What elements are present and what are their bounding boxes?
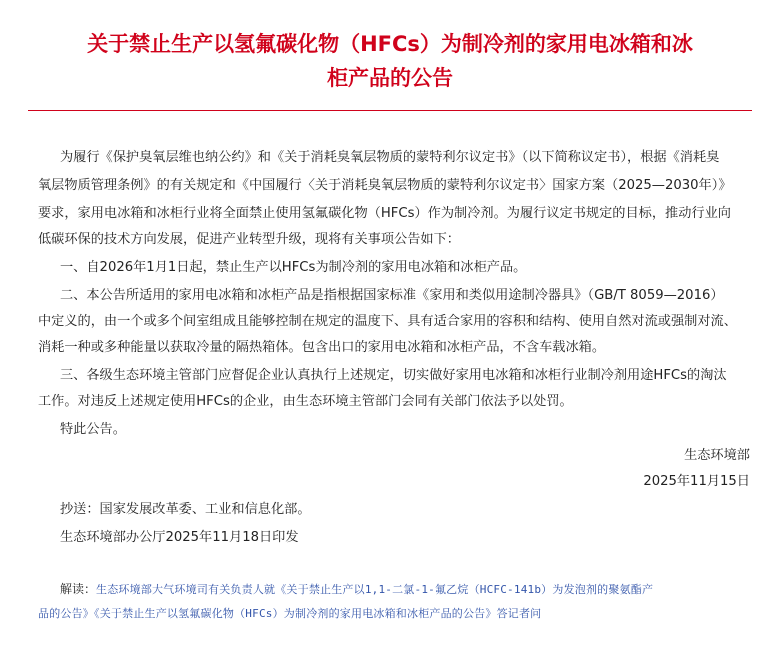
interpretation-link[interactable]: 生态环境部大气环境司有关负责人就《关于禁止生产以1,1-二氯-1-氟乙烷（HCFC-141b）为发泡剂的聚氨酯产 <box>96 583 654 596</box>
cc-line: 抄送：国家发展改革委、工业和信息化部。 <box>60 502 311 517</box>
item-2-line-3: 消耗一种或多种能量以获取冷量的隔热箱体。包含出口的家用电冰箱和冰柜产品，不含车载冰箱。 <box>38 340 606 355</box>
interpretation-label: 解读： <box>60 582 97 596</box>
item-2-line-1: 二、本公告所适用的家用电冰箱和冰柜产品是指根据国家标准《家用和类似用途制冷器具》（GB/T 8059—2016） <box>60 288 724 303</box>
printed-line: 生态环境部办公厅2025年11月18日印发 <box>60 530 299 545</box>
interpretation-link-continued[interactable]: 品的公告》《关于禁止生产以氢氟碳化物（HFCs）为制冷剂的家用电冰箱和冰柜产品的公告》答记者问 <box>38 607 542 620</box>
interpretation-line-1 <box>60 578 760 601</box>
title-divider <box>28 110 752 111</box>
item-3-line-1: 三、各级生态环境主管部门应督促企业认真执行上述规定，切实做好家用电冰箱和冰柜行业制冷剂用途HFCs的淘汰 <box>60 368 727 383</box>
notice-title-line-1: 关于禁止生产以氢氟碳化物（HFCs）为制冷剂的家用电冰箱和冰 <box>87 32 693 56</box>
item-2-line-2: 中定义的，由一个或多个间室组成且能够控制在规定的温度下、具有适合家用的容积和结构、使用自然对流或强制对流、 <box>38 314 737 329</box>
notice-title-line-2: 柜产品的公告 <box>327 66 453 90</box>
intro-line-1: 为履行《保护臭氧层维也纳公约》和《关于消耗臭氧层物质的蒙特利尔议定书》（以下简称议定书），根据《消耗臭 <box>60 150 720 165</box>
signature-org: 生态环境部 <box>684 448 750 463</box>
item-3-line-2: 工作。对违反上述规定使用HFCs的企业，由生态环境主管部门会同有关部门依法予以处罚。 <box>38 394 573 409</box>
signature-date: 2025年11月15日 <box>643 474 750 489</box>
intro-line-4: 低碳环保的技术方向发展，促进产业转型升级，现将有关事项公告如下： <box>38 232 460 247</box>
intro-line-3: 要求，家用电冰箱和冰柜行业将全面禁止使用氢氟碳化物（HFCs）作为制冷剂。为履行议定书规定的目标，推动行业向 <box>38 206 731 221</box>
intro-line-2: 氧层物质管理条例》的有关规定和《中国履行〈关于消耗臭氧层物质的蒙特利尔议定书〉国家方案（2025—2030年）》 <box>38 178 732 193</box>
interpretation-line-2 <box>38 602 738 625</box>
closing-text: 特此公告。 <box>60 422 126 437</box>
item-1-text: 一、自2026年1月1日起，禁止生产以HFCs为制冷剂的家用电冰箱和冰柜产品。 <box>60 260 527 275</box>
